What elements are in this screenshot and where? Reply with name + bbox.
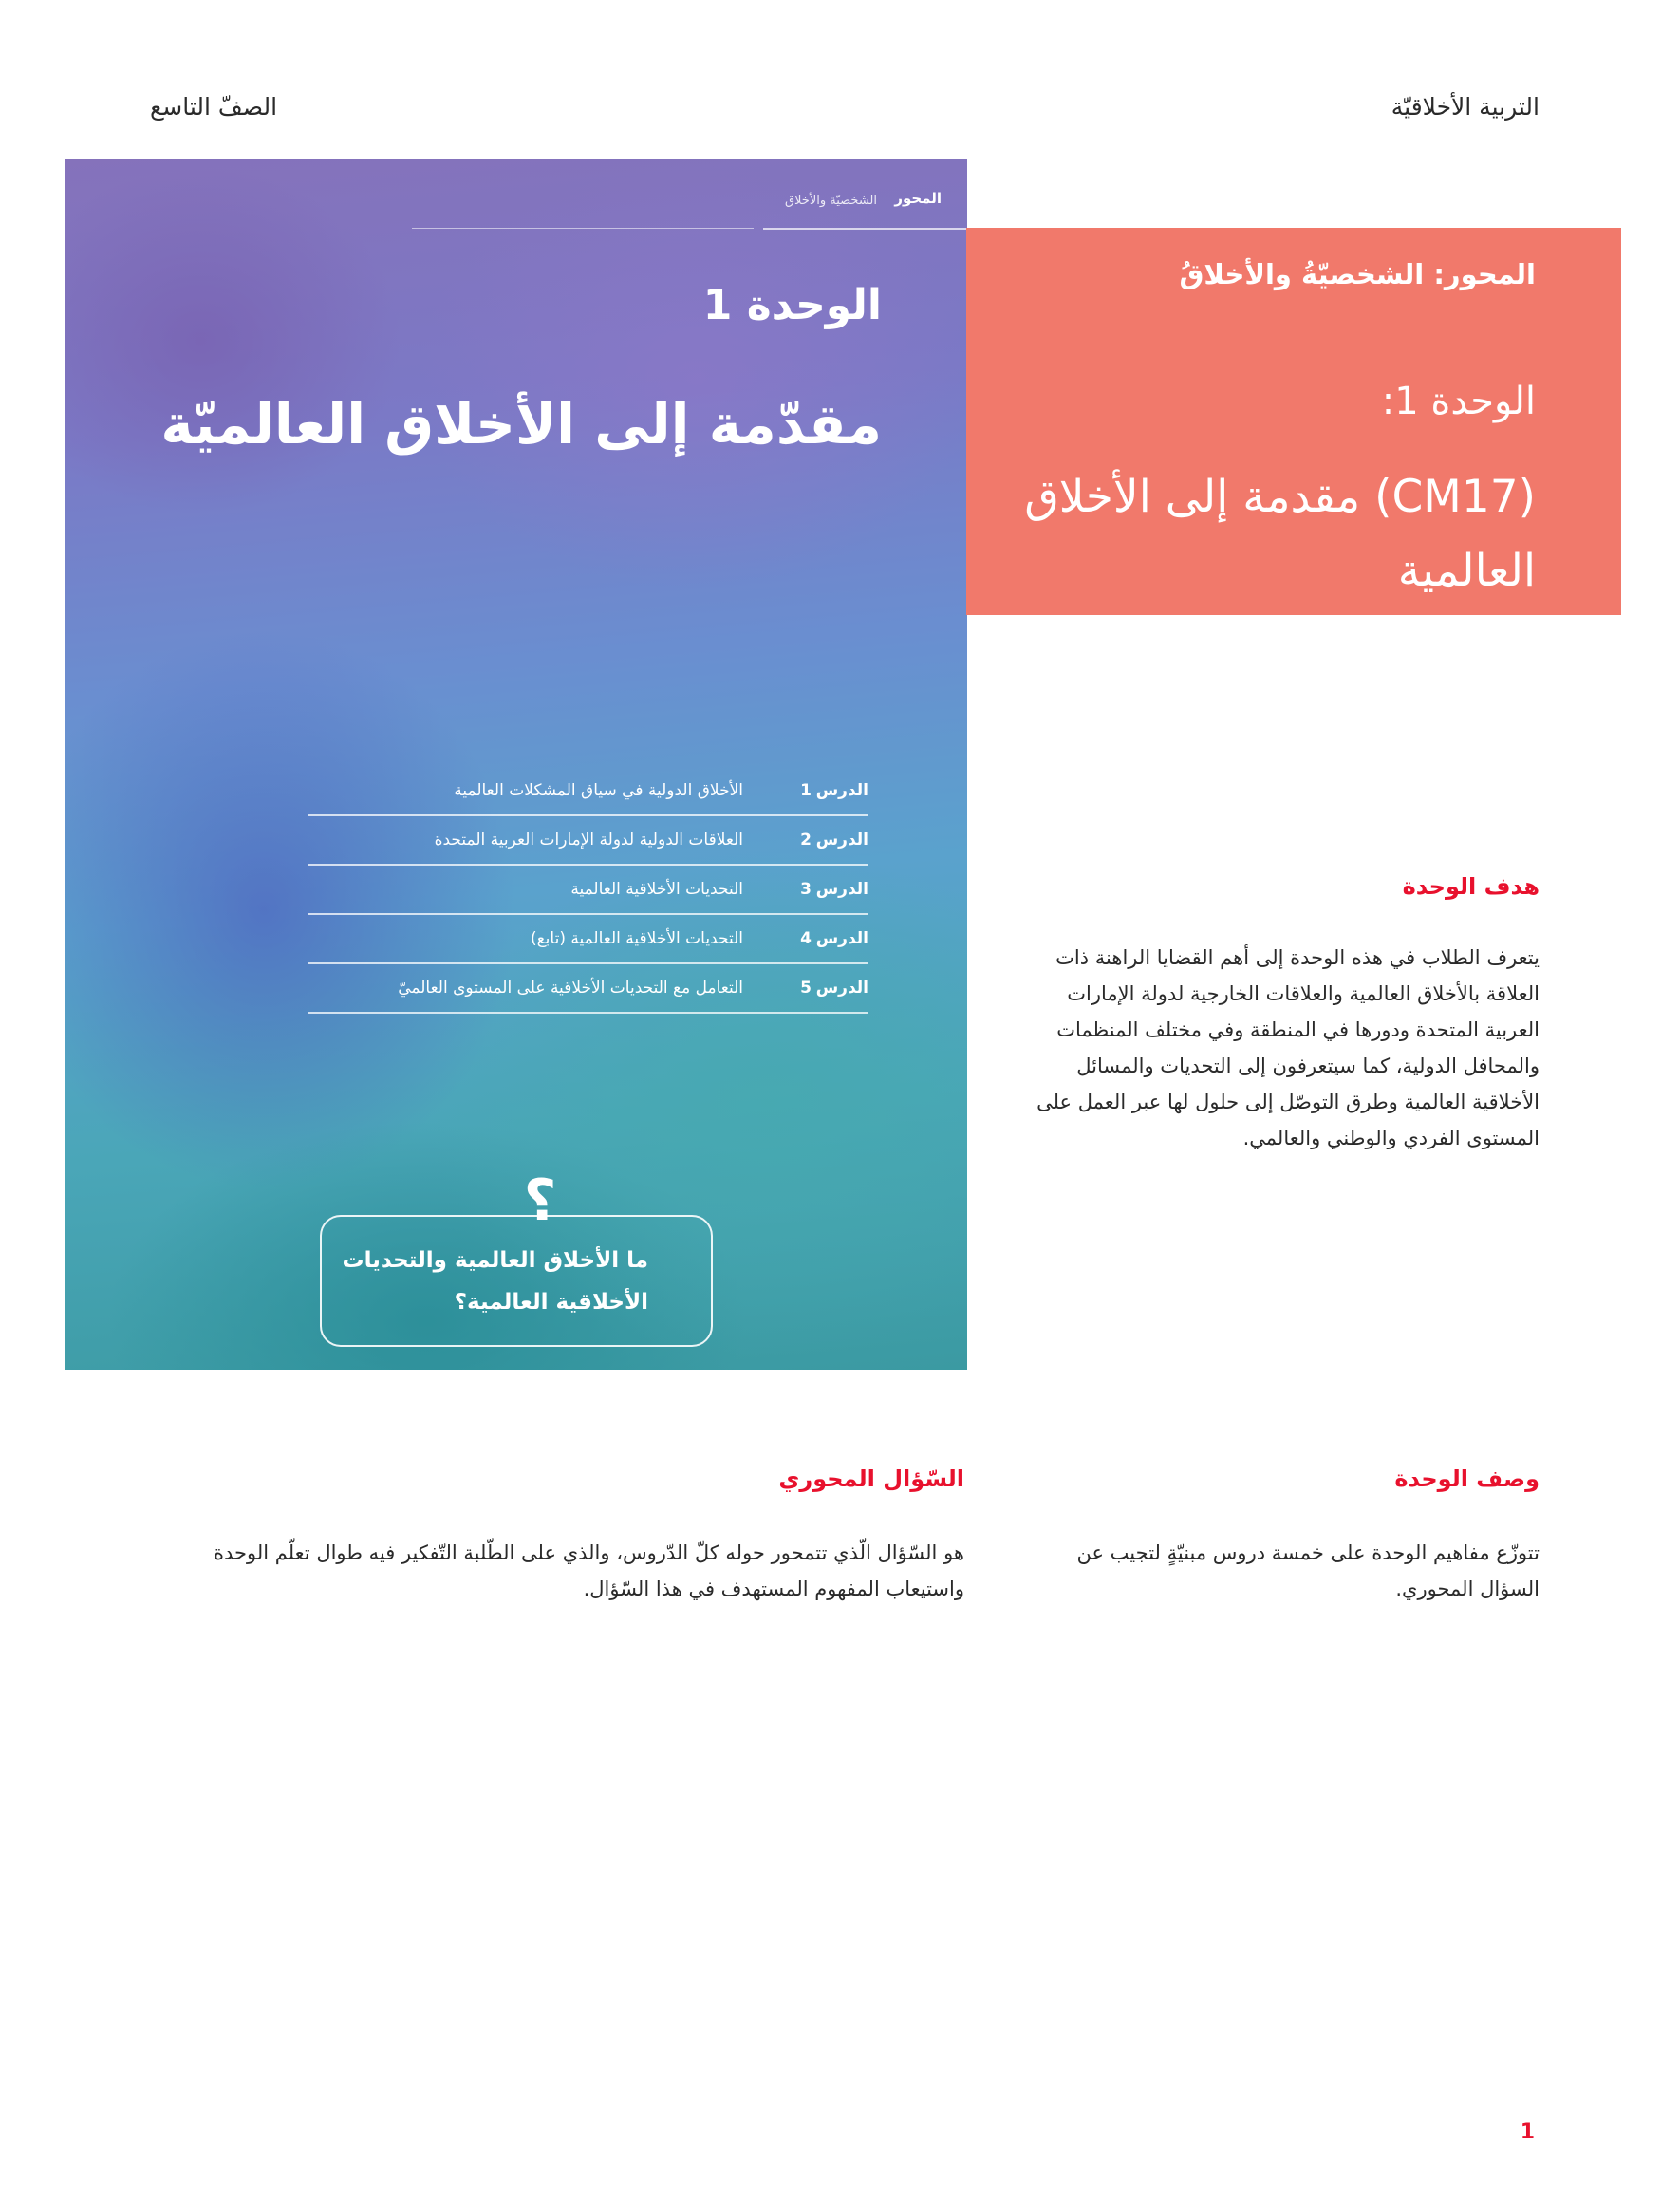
lesson-label: الدرس (815, 979, 868, 998)
cover-axis-label: المحور (894, 190, 942, 207)
unit-cover-image (65, 159, 967, 1370)
lesson-row (308, 767, 868, 816)
lesson-number: 4 (800, 929, 812, 948)
lesson-label: الدرس (815, 781, 868, 800)
axis-heading: المحور: الشخصيّةُ والأخلاقُ (1179, 258, 1536, 290)
central-question-heading: السّؤال المحوري (778, 1466, 964, 1492)
lesson-title: التحديات الأخلاقية العالمية (570, 880, 743, 899)
lesson-title: الأخلاق الدولية في سياق المشكلات العالمية (454, 781, 743, 800)
cover-unit-heading: الوحدة 1 (702, 281, 882, 329)
cover-divider (763, 228, 967, 230)
unit-number: الوحدة 1: (1381, 380, 1536, 423)
lesson-title: التعامل مع التحديات الأخلاقية على المستوى العالميّ (398, 979, 743, 998)
lesson-list (308, 767, 868, 1014)
central-question-text: ما الأخلاق العالمية والتحديات الأخلاقية العالمية؟ (342, 1248, 648, 1315)
page-number: 1 (1520, 2120, 1535, 2144)
lesson-row (308, 915, 868, 964)
description-heading: وصف الوحدة (1394, 1466, 1540, 1492)
cover-divider-thin (412, 228, 754, 229)
question-mark-icon: ؟ (523, 1167, 557, 1234)
goal-heading: هدف الوحدة (1402, 873, 1540, 900)
lesson-label: الدرس (815, 880, 868, 899)
goal-text: يتعرف الطلاب في هذه الوحدة إلى أهم القضايا الراهنة ذات العلاقة بالأخلاق العالمية والعلاقات الخارجية لدولة الإمارات العربية المتحدة ودورها في المنطقة وفي مختلف المنظمات والمحافل الدولية، كما سيتعرفون إلى التحديات والمسائل الأخلاقية العالمية وطرق التوصّل إلى حلول لها عبر العمل على المستوى الفردي والوطني والعالمي. (1036, 946, 1540, 1149)
lesson-row (308, 964, 868, 1014)
lesson-title: التحديات الأخلاقية العالمية (تابع) (531, 929, 743, 948)
cover-title: مقدّمة إلى الأخلاق العالميّة (160, 392, 882, 457)
lesson-row (308, 816, 868, 866)
lesson-number: 2 (800, 831, 812, 849)
lesson-title: العلاقات الدولية لدولة الإمارات العربية المتحدة (434, 831, 743, 849)
subject-title: التربية الأخلاقيّة (1391, 93, 1540, 121)
lesson-row (308, 866, 868, 915)
grade-label: الصفّ التاسع (150, 93, 278, 121)
description-text: تتوزّع مفاهيم الوحدة على خمسة دروس مبنيّةٍ لتجيب عن السؤال المحوري. (1076, 1541, 1540, 1600)
lesson-number: 3 (800, 880, 812, 899)
unit-title: (CM17) مقدمة إلى الأخلاق العالمية (1024, 471, 1536, 597)
unit-info-box (966, 228, 1621, 615)
lesson-label: الدرس (815, 831, 868, 849)
lesson-number: 5 (800, 979, 812, 998)
lesson-label: الدرس (815, 929, 868, 948)
cover-axis-value: الشخصيّة والأخلاق (784, 194, 877, 208)
central-question-description: هو السّؤال الّذي تتمحور حوله كلّ الدّروس، والذي على الطّلبة التّفكير فيه طوال تعلّم الوحدة واستيعاب المفهوم المستهدف في هذا السّؤال. (213, 1541, 964, 1600)
lesson-number: 1 (800, 781, 812, 800)
